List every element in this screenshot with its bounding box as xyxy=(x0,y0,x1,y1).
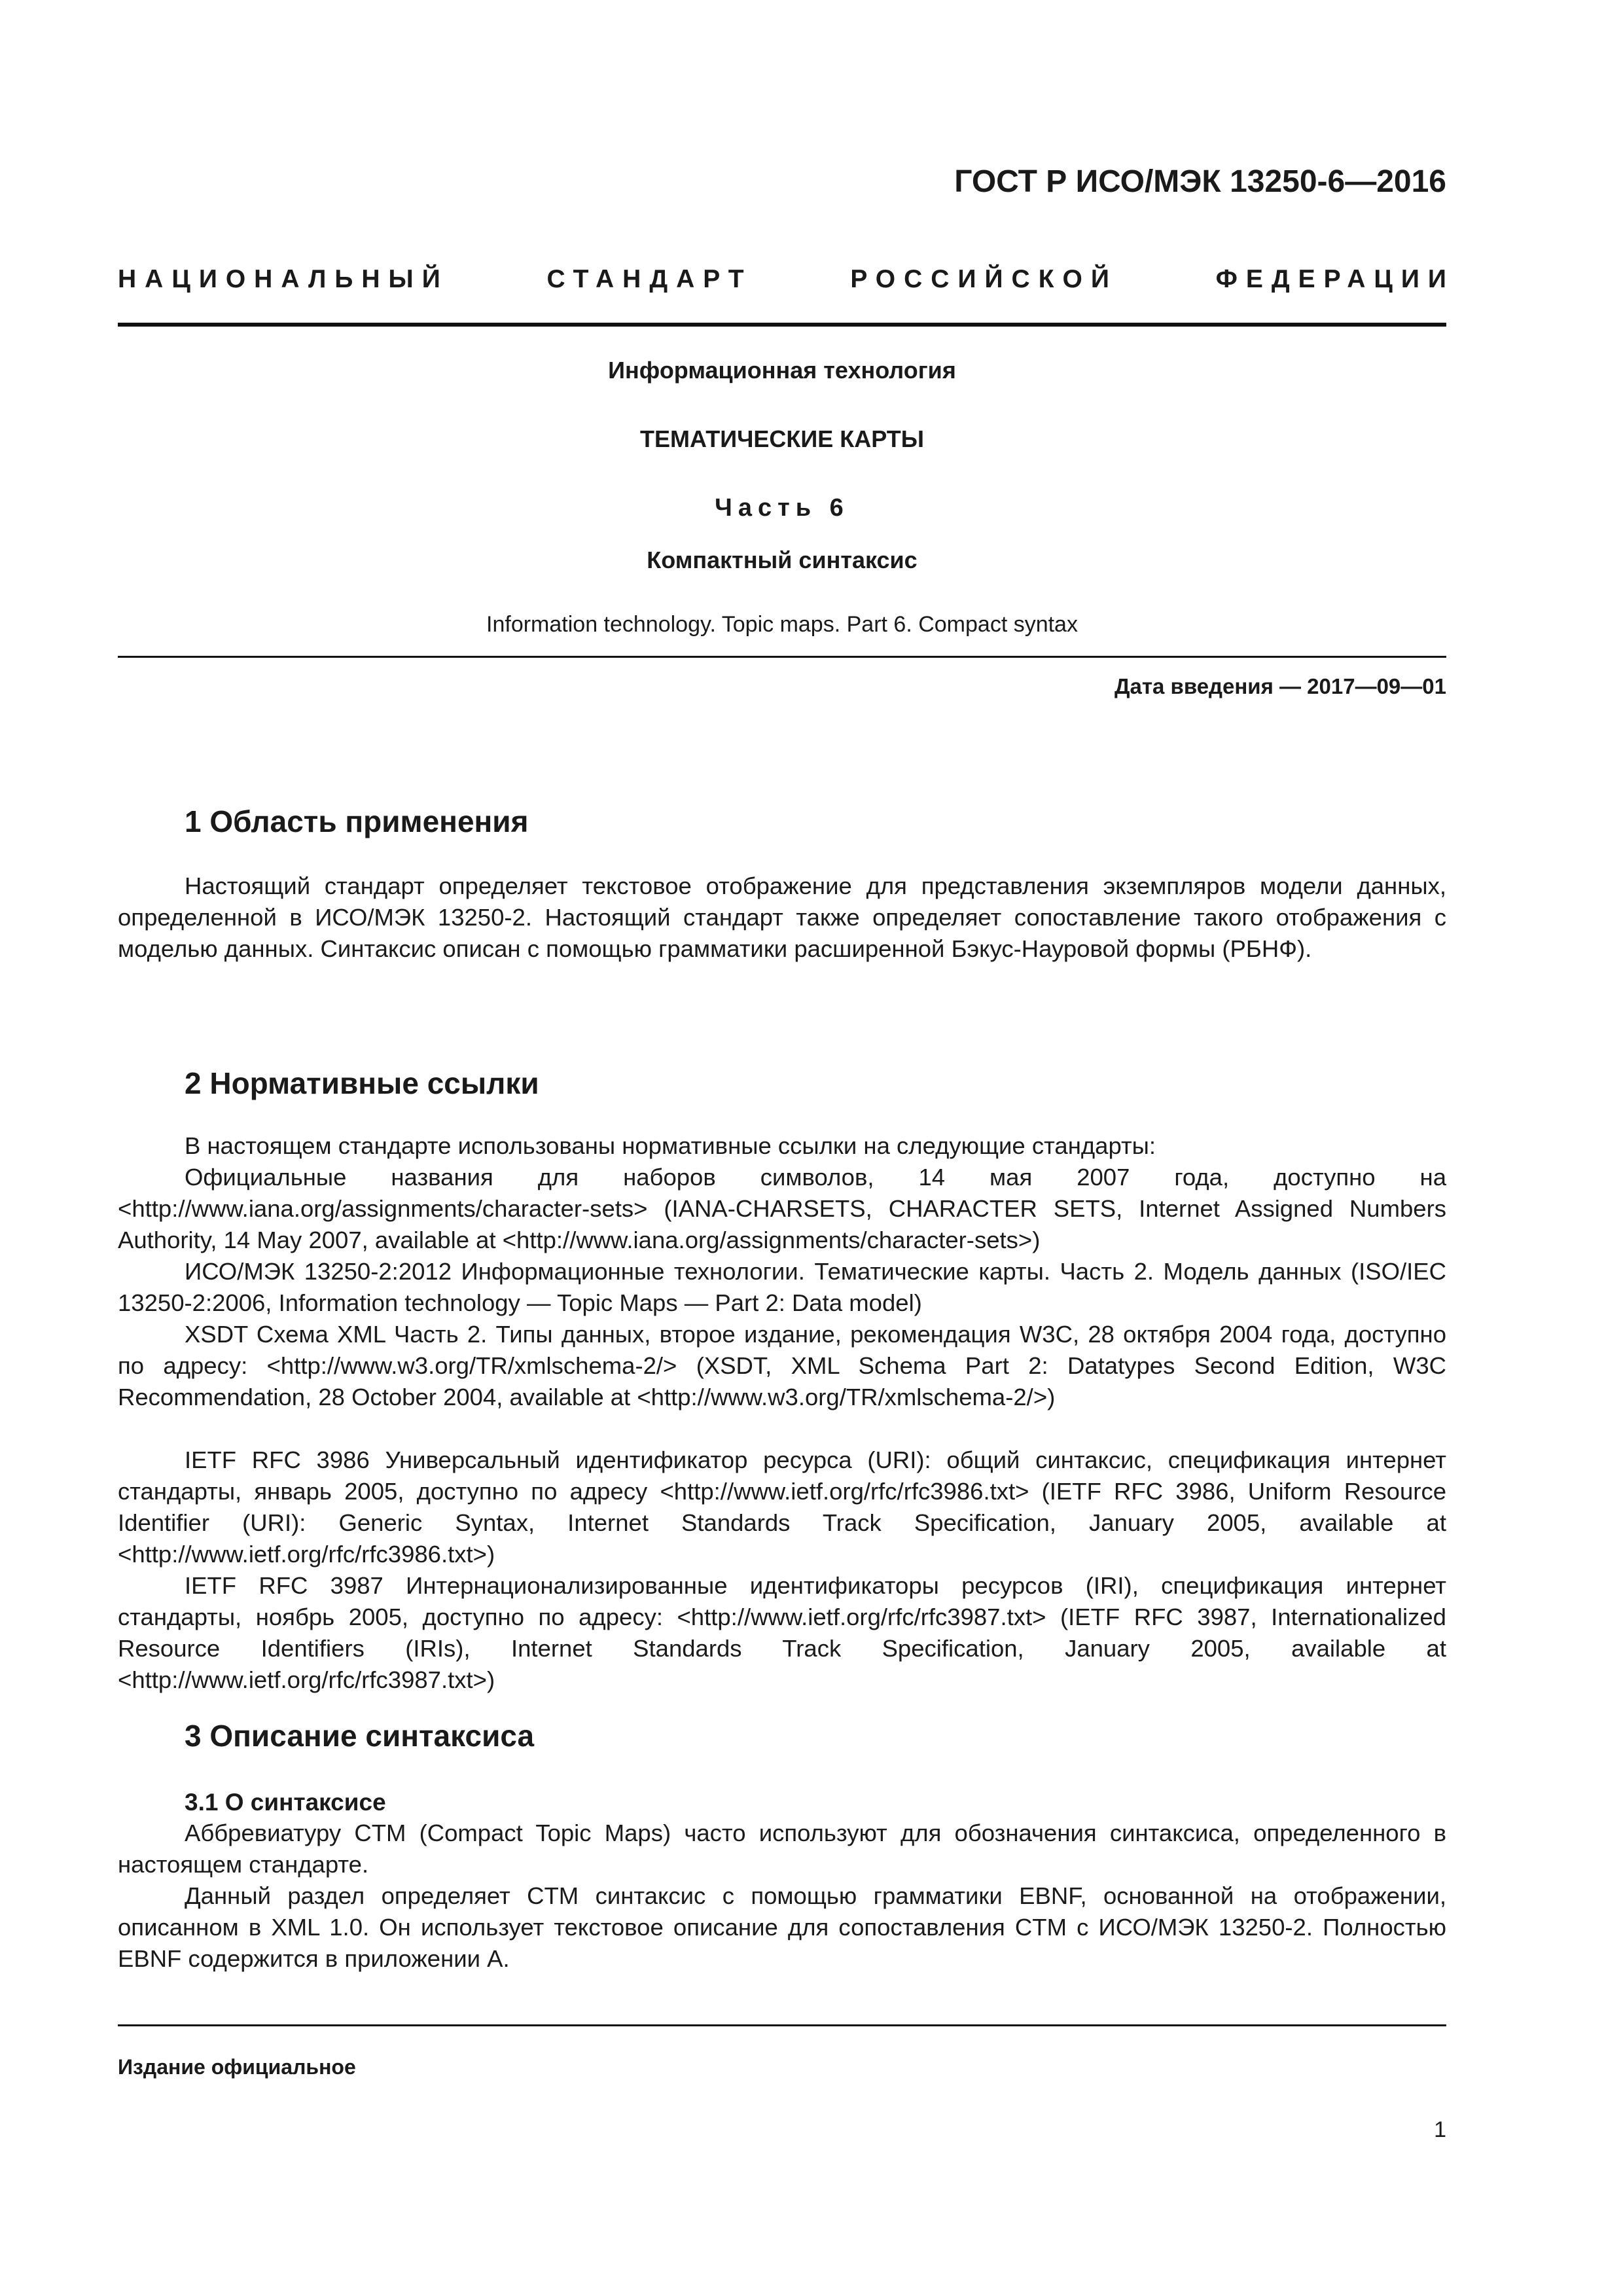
section-heading: 1 Область применения xyxy=(185,804,529,838)
banner-word: РОССИЙСКОЙ xyxy=(850,265,1118,293)
paragraph: IETF RFC 3986 Универсальный идентификатор ресурса (URI): общий синтаксис, спецификация интернет стандарты, январь 2005, доступно по адресу <http://www.ietf.org/rfc/rfc3986.txt> (IETF RFC 3986, Uniform Resource Identifier (URI): Generic Syntax, Internet Standards Track Specification, January 2005, available at <http://www.ietf.org/rfc/rfc3986.txt>) xyxy=(118,1446,1446,1568)
section-heading: 2 Нормативные ссылки xyxy=(185,1066,539,1100)
paragraph: ИСО/МЭК 13250-2:2012 Информационные технологии. Тематические карты. Часть 2. Модель данных (ISO/IEC 13250-2:2006, Information technology — Topic Maps — Part 2: Data model) xyxy=(118,1258,1446,1316)
introduction-date: Дата введения — 2017—09—01 xyxy=(1115,674,1446,698)
banner-word: ФЕДЕРАЦИИ xyxy=(1215,265,1455,293)
header-rule xyxy=(118,323,1446,327)
paragraph: IETF RFC 3987 Интернационализированные идентификаторы ресурсов (IRI), спецификация интернет стандарты, ноябрь 2005, доступно по адресу: <http://www.ietf.org/rfc/rfc3987.txt> (IETF RFC 3987, Internationalized Resource Identifiers (IRIs), Internet Standards Track Specification, January 2005, available at <http://www.ietf.org/rfc/rfc3987.txt>) xyxy=(118,1572,1446,1693)
edition-label: Издание официальное xyxy=(118,2055,356,2079)
paragraph: Настоящий стандарт определяет текстовое отображение для представления экземпляров модели данных, определенной в ИСО/МЭК 13250-2. Настоящий стандарт также определяет сопоставление такого отображения с моделью данных. Синтаксис описан с помощью грамматики расширенной Бэкус-Науровой формы (РБНФ). xyxy=(118,872,1446,962)
subsection-heading: 3.1 О синтаксисе xyxy=(185,1789,386,1816)
document-code: ГОСТ Р ИСО/МЭК 13250-6—2016 xyxy=(954,164,1446,199)
paragraph: XSDT Схема XML Часть 2. Типы данных, второе издание, рекомендация W3C, 28 октября 2004 года, доступно по адресу: <http://www.w3.org/TR/xmlschema-2/> (XSDT, XML Schema Part 2: Datatypes Second Edition, W3C Recommendation, 28 October 2004, available at <http://www.w3.org/TR/xmlschema-2/>) xyxy=(118,1321,1446,1410)
english-title: Information technology. Topic maps. Part 6. Compact syntax xyxy=(486,612,1078,637)
title-line-1: Информационная технология xyxy=(608,357,956,384)
paragraph: Аббревиатуру CTM (Compact Topic Maps) часто используют для обозначения синтаксиса, определенного в настоящем стандарте. xyxy=(118,1820,1446,1878)
national-standard-banner xyxy=(118,265,1455,294)
footer-rule xyxy=(118,2024,1446,2026)
page-number: 1 xyxy=(1434,2117,1446,2142)
paragraph: Данный раздел определяет CTM синтаксис с помощью грамматики EBNF, основанной на отображении, описанном в XML 1.0. Он использует текстовое описание для сопоставления CTM с ИСО/МЭК 13250-2. Полностью EBNF содержится в приложении А. xyxy=(118,1882,1446,1972)
paragraph: Официальные названия для наборов символов, 14 мая 2007 года, доступно на <http://www.iana.org/assignments/character-sets> (IANA-CHARSETS, CHARACTER SETS, Internet Assigned Numbers Authority, 14 May 2007, available at <http://www.iana.org/assignments/character-sets>) xyxy=(118,1164,1446,1253)
title-line-2: ТЕМАТИЧЕСКИЕ КАРТЫ xyxy=(640,425,924,452)
section-heading: 3 Описание синтаксиса xyxy=(185,1719,535,1753)
paragraph: В настоящем стандарте использованы нормативные ссылки на следующие стандарты: xyxy=(185,1132,1156,1159)
title-part: Часть 6 xyxy=(715,494,849,522)
banner-word: НАЦИОНАЛЬНЫЙ xyxy=(118,265,449,293)
banner-word: СТАНДАРТ xyxy=(546,265,753,293)
title-line-4: Компактный синтаксис xyxy=(647,547,918,573)
title-rule xyxy=(118,656,1446,658)
